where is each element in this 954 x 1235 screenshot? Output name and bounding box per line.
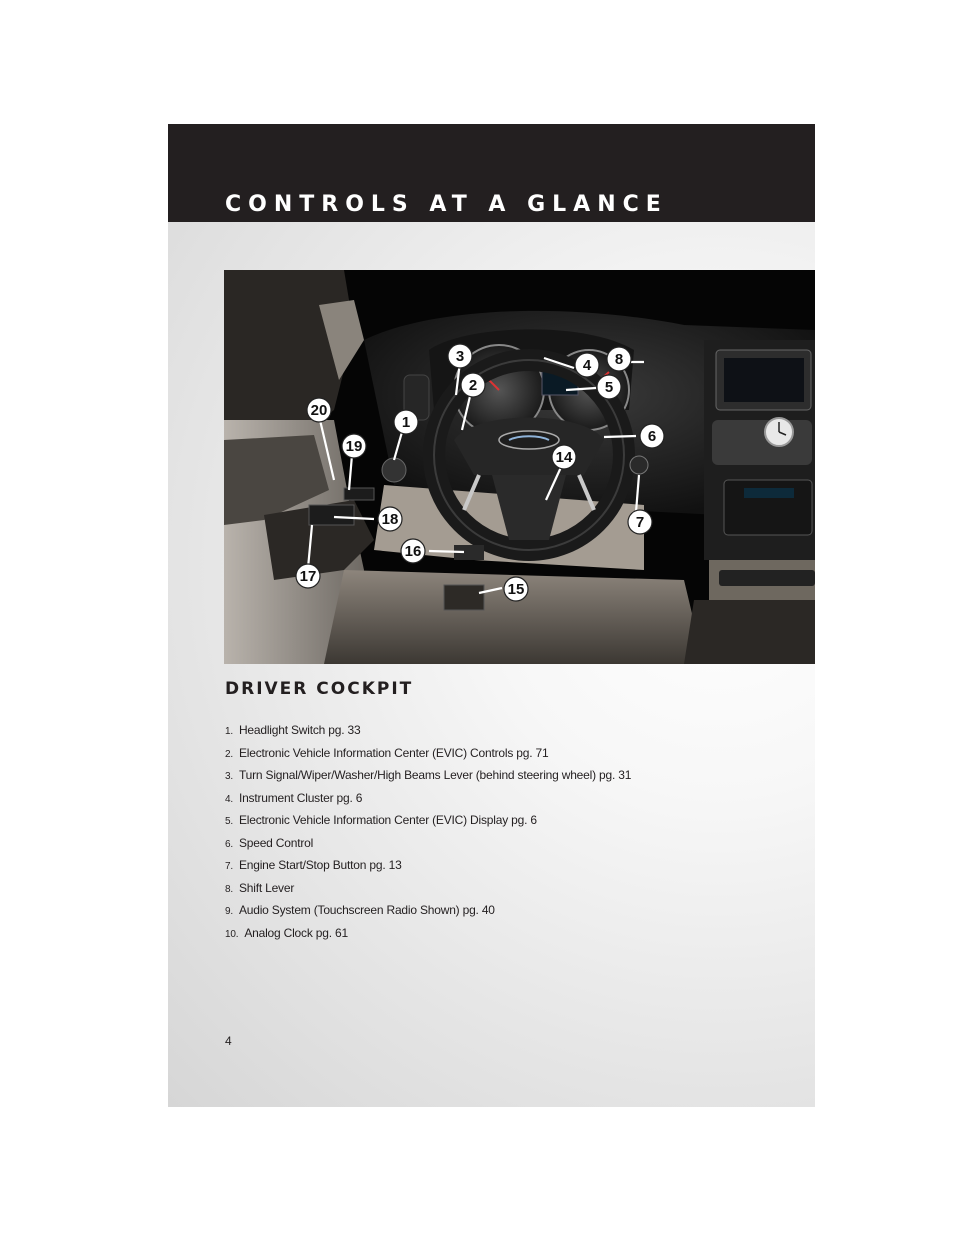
callout-4 <box>575 353 599 377</box>
list-item: 2. Electronic Vehicle Information Center (EVIC) Controls pg. 71 <box>225 745 549 760</box>
svg-text:6: 6 <box>647 428 657 445</box>
callout-15 <box>504 577 528 601</box>
list-item: 1. Headlight Switch pg. 33 <box>225 723 361 737</box>
list-item: 5. Electronic Vehicle Information Center (EVIC) Display pg. 6 <box>225 813 537 827</box>
svg-text:8: 8 <box>614 351 624 368</box>
callout-19 <box>342 434 366 458</box>
callout-14 <box>552 445 576 469</box>
page-number: 4 <box>225 1034 232 1048</box>
section-title: DRIVER COCKPIT <box>225 679 414 699</box>
svg-text:7: 7 <box>635 514 645 531</box>
callout-17 <box>296 564 320 588</box>
list-item: 6. Speed Control <box>225 835 314 850</box>
svg-text:18: 18 <box>381 511 399 528</box>
callout-6 <box>640 424 664 448</box>
section-header <box>168 124 815 222</box>
page-title: CONTROLS AT A GLANCE <box>225 192 668 217</box>
list-item: 8. Shift Lever <box>225 880 295 895</box>
callout-3 <box>448 344 472 368</box>
callout-5 <box>597 375 621 399</box>
list-item: 10. Analog Clock pg. 61 <box>225 925 348 940</box>
callout-20 <box>307 398 331 422</box>
svg-text:16: 16 <box>404 543 422 560</box>
svg-text:15: 15 <box>507 581 525 598</box>
callout-16 <box>401 539 425 563</box>
list-item: 7. Engine Start/Stop Button pg. 13 <box>225 858 402 872</box>
list-item: 4. Instrument Cluster pg. 6 <box>225 790 363 805</box>
svg-text:17: 17 <box>299 568 317 585</box>
svg-text:5: 5 <box>604 379 614 396</box>
callout-1 <box>394 410 418 434</box>
svg-text:14: 14 <box>555 449 573 466</box>
controls-list <box>225 721 631 946</box>
list-item: 9. Audio System (Touchscreen Radio Shown) pg. 40 <box>225 903 495 917</box>
list-item: 3. Turn Signal/Wiper/Washer/High Beams Lever (behind steering wheel) pg. 31 <box>225 768 632 782</box>
svg-text:2: 2 <box>468 377 478 394</box>
svg-text:19: 19 <box>345 438 363 455</box>
callout-8 <box>607 347 631 371</box>
svg-text:4: 4 <box>582 357 592 374</box>
callout-18 <box>378 507 402 531</box>
svg-text:3: 3 <box>455 348 465 365</box>
svg-text:1: 1 <box>401 414 411 431</box>
manual-page <box>168 124 815 1107</box>
callout-2 <box>461 373 485 397</box>
callout-7 <box>628 510 652 534</box>
driver-cockpit-photo <box>224 270 815 664</box>
svg-text:20: 20 <box>310 402 328 419</box>
